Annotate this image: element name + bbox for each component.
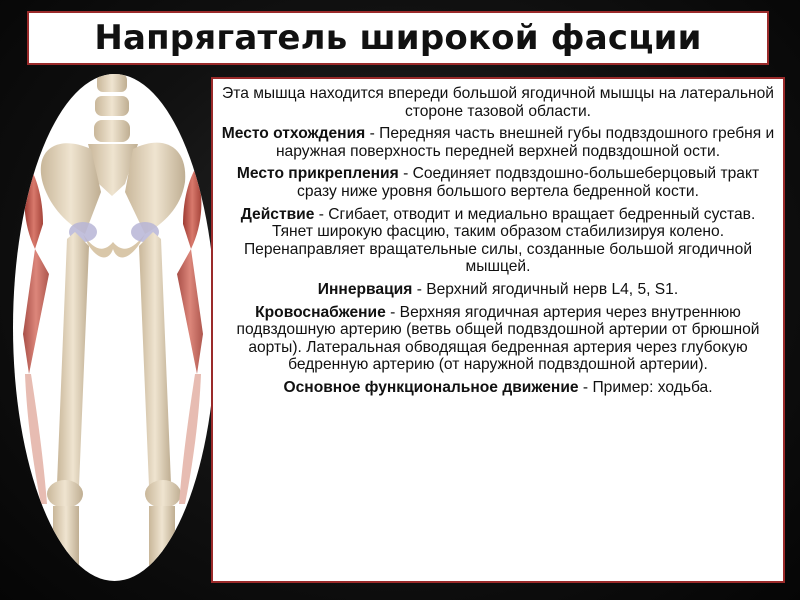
paragraph-label: Действие — [240, 205, 315, 223]
blood-supply-paragraph — [221, 304, 775, 374]
paragraph-text: - Сгибает, отводит и медиально вращает бедренный сустав. Тянет широкую фасцию, таким образом стабилизируя колено. Перенаправляет вращательные силы, созданные большой ягодичной мышцей. — [243, 205, 756, 276]
muscle-shape — [23, 169, 203, 504]
paragraph-label: Иннервация — [317, 280, 413, 298]
paragraph-text: - Верхняя ягодичная артерия через внутреннюю подвздошную артерию (ветвь общей подвздошной артерии от брюшной аорты). Латеральная обводящая бедренная артерия через глубокую бедренную артерию (от наружной подвздошной артерии). — [236, 303, 760, 374]
paragraph-text: - Передняя часть внешней губы подвздошного гребня и наружная поверхность передней верхней подвздошной ости. — [275, 125, 775, 160]
paragraph-label: Место прикрепления — [236, 165, 399, 183]
insertion-paragraph — [221, 165, 775, 200]
functional-movement-paragraph — [221, 379, 775, 397]
paragraph-text: - Пример: ходьба. — [578, 378, 713, 396]
paragraph-text: - Верхний ягодичный нерв L4, 5, S1. — [412, 280, 679, 298]
paragraph-label: Основное функциональное движение — [283, 378, 579, 396]
action-paragraph — [221, 206, 775, 276]
pelvis-femur-drawing — [13, 74, 216, 581]
hip-anatomy-illustration — [13, 74, 216, 581]
innervation-paragraph — [221, 281, 775, 299]
paragraph-text: Эта мышца находится впереди большой ягодичной мышцы на латеральной стороне тазовой области. — [222, 85, 774, 120]
paragraph-text: - Соединяет подвздошно-большеберцовый тракт сразу ниже уровня большого вертела бедренной кости. — [297, 165, 760, 200]
origin-paragraph — [221, 125, 775, 160]
intro-paragraph — [221, 85, 775, 120]
paragraph-label: Место отхождения — [221, 125, 366, 143]
femur-shape — [47, 232, 181, 581]
description-panel — [211, 77, 785, 583]
page-title: Напрягатель широкой фасции — [94, 18, 702, 58]
paragraph-label: Кровоснабжение — [255, 303, 386, 321]
title-banner — [27, 11, 769, 65]
